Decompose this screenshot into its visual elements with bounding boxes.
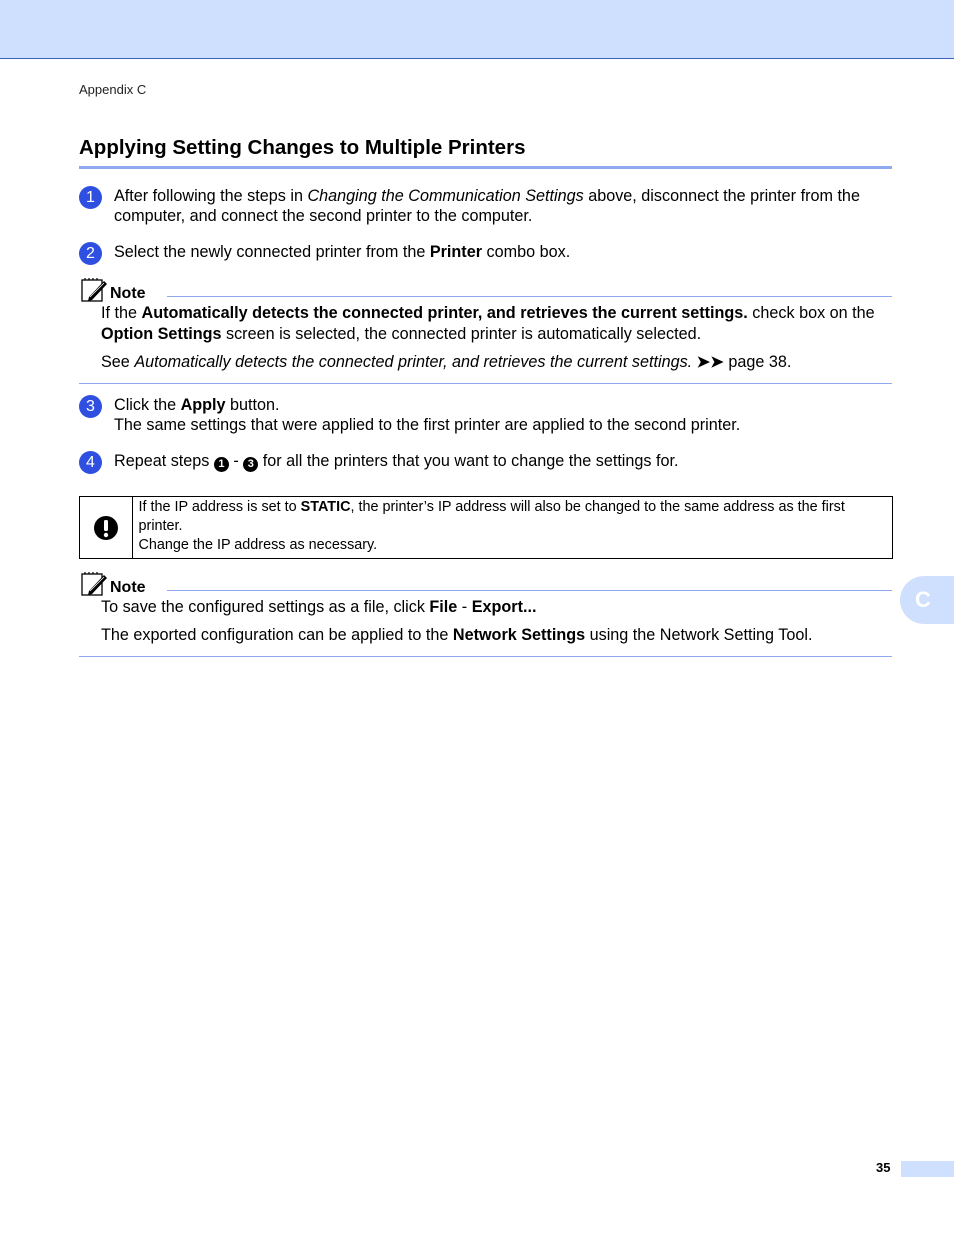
section-title: Applying Setting Changes to Multiple Printers — [79, 136, 892, 169]
step-2 — [79, 242, 892, 262]
appendix-side-tab[interactable]: C — [900, 576, 954, 624]
note-pencil-icon — [80, 277, 108, 303]
note-paragraph: The exported configuration can be applied to the Network Settings using the Network Setting Tool. — [101, 626, 813, 644]
note-paragraph: See Automatically detects the connected printer, and retrieves the current settings. ➤➤ page 38. — [101, 353, 792, 371]
step-1 — [79, 186, 892, 226]
page-number: 35 — [876, 1160, 891, 1175]
step-4 — [79, 451, 892, 472]
double-arrow-icon: ➤➤ — [692, 353, 729, 371]
note-body — [79, 597, 892, 657]
note-1 — [79, 277, 892, 384]
note-divider — [167, 296, 892, 297]
step-text: After following the steps in Changing the Communication Settings above, disconnect the printer from the computer, and connect the second printer to the computer. — [114, 187, 860, 225]
running-header: Appendix C — [79, 82, 147, 97]
step-text: Repeat steps 1 - 3 for all the printers that you want to change the settings for. — [114, 452, 679, 470]
cross-reference-link[interactable]: Automatically detects the connected printer, and retrieves the current settings. — [134, 353, 693, 371]
note-header — [79, 277, 892, 303]
step-text: Click the Apply button. The same settings that were applied to the first printer are applied to the second printer. — [114, 396, 741, 434]
note-divider — [167, 590, 892, 591]
note-label: Note — [110, 579, 146, 596]
note-body — [79, 303, 892, 384]
step-3 — [79, 395, 892, 435]
note-paragraph: If the Automatically detects the connected printer, and retrieves the current settings. check box on the Option Settings screen is selected, the connected printer is automatically selected. — [101, 304, 875, 343]
important-box — [79, 496, 893, 559]
note-pencil-icon — [80, 571, 108, 597]
note-2 — [79, 571, 892, 657]
important-icon-cell — [80, 497, 133, 558]
page-reference-link[interactable]: page 38. — [728, 353, 792, 371]
step-number-badge: 1 — [79, 186, 102, 209]
step-ref-1: 1 — [214, 457, 229, 472]
step-number-badge: 4 — [79, 451, 102, 474]
important-text: If the IP address is set to STATIC, the printer’s IP address will also be changed to the same address as the first printer. Change the IP address as necessary. — [138, 499, 845, 553]
step-number-badge: 2 — [79, 242, 102, 265]
cross-reference-link[interactable]: Changing the Communication Settings — [307, 187, 584, 205]
footer-band — [901, 1161, 954, 1177]
note-header — [79, 571, 892, 597]
step-text: Select the newly connected printer from the Printer combo box. — [114, 243, 571, 261]
step-number-badge: 3 — [79, 395, 102, 418]
exclamation-icon — [93, 515, 119, 541]
step-ref-3: 3 — [243, 457, 258, 472]
top-header-band — [0, 0, 954, 59]
note-paragraph: To save the configured settings as a file, click File - Export... — [101, 598, 537, 616]
note-label: Note — [110, 285, 146, 302]
